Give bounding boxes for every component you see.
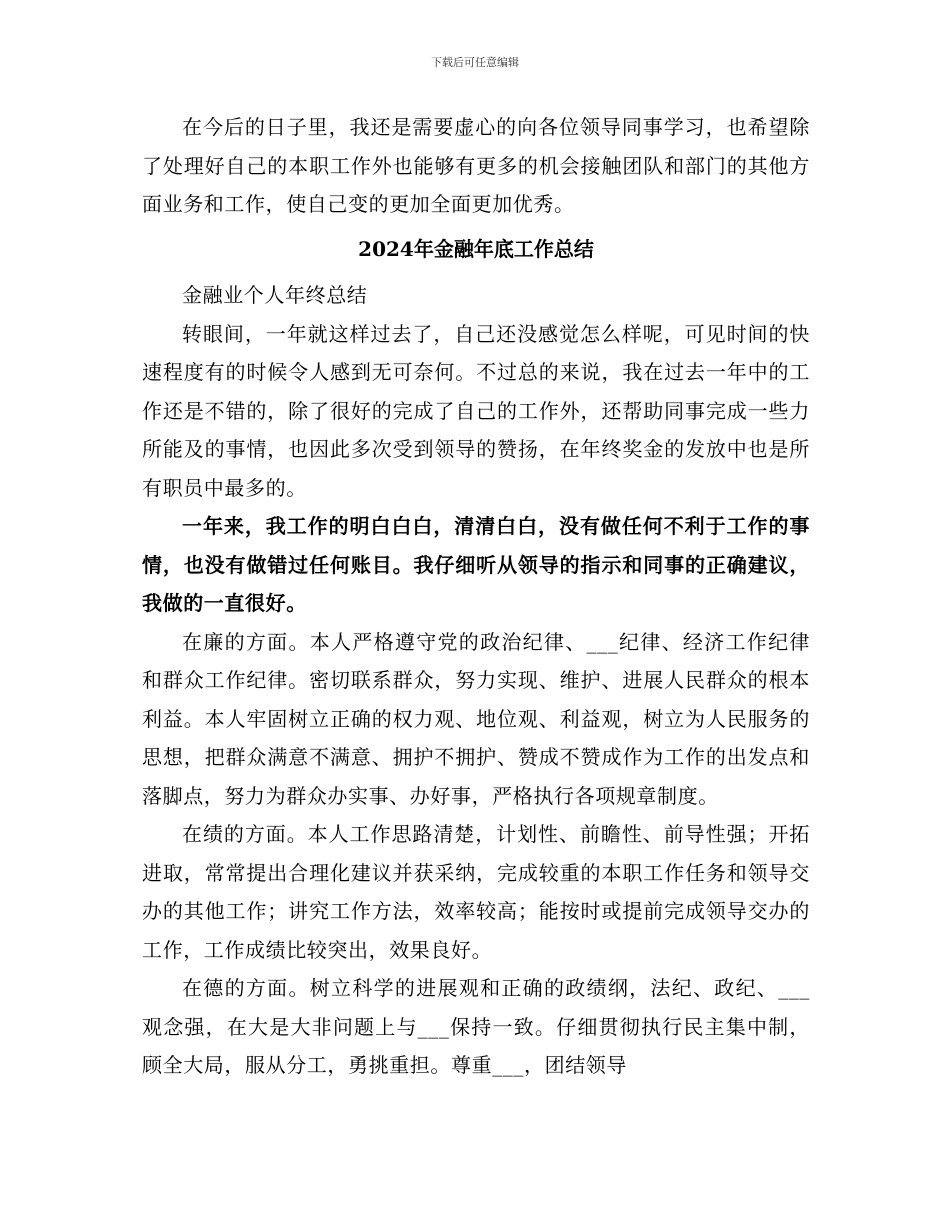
document-body bbox=[142, 108, 810, 1085]
document-subtitle: 金融业个人年终总结 bbox=[182, 283, 368, 307]
paragraph-bold-statement: 一年来，我工作的明白白白，清清白白，没有做任何不利于工作的事情，也没有做错过任何账目。我仔细听从领导的指示和同事的正确建议，我做的一直很好。 bbox=[142, 514, 810, 615]
paragraph-integrity: 在廉的方面。本人严格遵守党的政治纪律、___纪律、经济工作纪律和群众工作纪律。密切联系群众，努力实现、维护、进展人民群众的根本利益。本人牢固树立正确的权力观、地位观、利益观，树立为人民服务的思想，把群众满意不满意、拥护不拥护、赞成不赞成作为工作的出发点和落脚点，努力为群众办实事、办好事，严格执行各项规章制度。 bbox=[142, 629, 810, 808]
paragraph-morality: 在德的方面。树立科学的进展观和正确的政绩纲，法纪、政纪、___观念强，在大是大非问题上与___保持一致。仔细贯彻执行民主集中制，顾全大局，服从分工，勇挑重担。尊重___，团结领导 bbox=[142, 976, 810, 1077]
paragraph-performance: 在绩的方面。本人工作思路清楚，计划性、前瞻性、前导性强；开拓进取，常常提出合理化建议并获采纳，完成较重的本职工作任务和领导交办的其他工作；讲究工作方法，效率较高；能按时或提前完成领导交办的工作，工作成绩比较突出，效果良好。 bbox=[142, 822, 810, 962]
intro-paragraph: 在今后的日子里，我还是需要虚心的向各位领导同事学习，也希望除了处理好自己的本职工作外也能够有更多的机会接触团队和部门的其他方面业务和工作，使自己变的更加全面更加优秀。 bbox=[142, 115, 810, 216]
document-title: 2024年金融年底工作总结 bbox=[358, 236, 594, 261]
page-header-note: 下载后可任意编辑 bbox=[431, 56, 519, 69]
paragraph-summary: 转眼间，一年就这样过去了，自己还没感觉怎么样呢，可见时间的快速程度有的时候令人感到无可奈何。不过总的来说，我在过去一年中的工作还是不错的，除了很好的完成了自己的工作外，还帮助同事完成一些力所能及的事情，也因此多次受到领导的赞扬，在年终奖金的发放中也是所有职员中最多的。 bbox=[142, 321, 810, 500]
